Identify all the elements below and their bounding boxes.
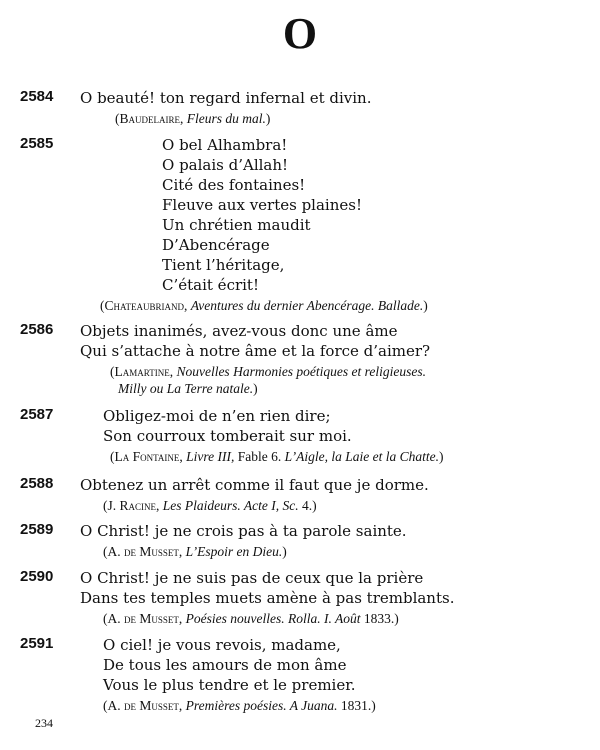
citation-work: Poésies nouvelles. Rolla. I. Août xyxy=(185,611,361,626)
quote-line: O ciel! je vous revois, madame, xyxy=(103,636,341,654)
citation xyxy=(110,363,426,380)
quote-line: O Christ! je ne crois pas à ta parole sainte. xyxy=(80,522,407,540)
citation-detail: 1833.) xyxy=(363,611,399,626)
citation xyxy=(100,297,428,314)
citation xyxy=(115,110,270,127)
citation xyxy=(103,543,287,560)
citation-work: Fleurs du mal. xyxy=(186,111,266,126)
citation-continued xyxy=(118,380,258,397)
entry-number: 2588 xyxy=(20,475,54,492)
quote-line: O bel Alhambra! xyxy=(162,136,288,154)
entry-number: 2591 xyxy=(20,635,54,652)
citation-author: (A. de Musset, xyxy=(103,698,183,713)
quote-line: Objets inanimés, avez-vous donc une âme xyxy=(80,322,398,340)
quote-line: Fleuve aux vertes plaines! xyxy=(162,196,362,214)
citation-work: Premières poésies. A Juana. xyxy=(185,698,338,713)
entry-number: 2584 xyxy=(20,88,54,105)
citation-close: ) xyxy=(282,544,287,559)
citation-work: Livre III, xyxy=(186,449,235,464)
section-letter: O xyxy=(282,9,318,58)
citation-work: L’Espoir en Dieu. xyxy=(185,544,283,559)
citation-work: Nouvelles Harmonies poétiques et religieuses. xyxy=(176,364,427,379)
quote-line: D’Abencérage xyxy=(162,236,270,254)
quote-line: Cité des fontaines! xyxy=(162,176,306,194)
citation xyxy=(110,448,444,465)
citation xyxy=(103,697,376,714)
quote-line: Un chrétien maudit xyxy=(162,216,311,234)
quote-line: Obligez-moi de n’en rien dire; xyxy=(103,407,331,425)
citation-author: (Chateaubriand, xyxy=(100,298,188,313)
quote-line: O palais d’Allah! xyxy=(162,156,289,174)
citation-author: (Baudelaire, xyxy=(115,111,184,126)
citation-close: ) xyxy=(439,449,444,464)
quote-line: Vous le plus tendre et le premier. xyxy=(103,676,356,694)
quote-line: Obtenez un arrêt comme il faut que je dorme. xyxy=(80,476,429,494)
citation-detail: 1831.) xyxy=(340,698,376,713)
entry-number: 2585 xyxy=(20,135,54,152)
citation-detail: 4.) xyxy=(302,498,317,513)
citation-work: L’Aigle, la Laie et la Chatte. xyxy=(284,449,440,464)
quote-line: Qui s’attache à notre âme et la force d’aimer? xyxy=(80,342,431,360)
citation-detail: Fable 6. xyxy=(237,449,282,464)
citation-author: (A. de Musset, xyxy=(103,544,183,559)
citation xyxy=(103,497,317,514)
quote-line: Dans tes temples muets amène à pas tremblants. xyxy=(80,589,455,607)
citation-author: (La Fontaine, xyxy=(110,449,183,464)
citation-close: ) xyxy=(423,298,428,313)
citation-author: (Lamartine, xyxy=(110,364,174,379)
entry-number: 2587 xyxy=(20,406,54,423)
entry-number: 2589 xyxy=(20,521,54,538)
citation-author: (J. Racine, xyxy=(103,498,160,513)
page-number: 234 xyxy=(35,716,53,730)
entry-number: 2586 xyxy=(20,321,54,338)
quote-line: De tous les amours de mon âme xyxy=(103,656,347,674)
citation-close: ) xyxy=(265,111,271,126)
citation-work: Milly ou La Terre natale. xyxy=(118,381,254,396)
citation-author: (A. de Musset, xyxy=(103,611,183,626)
quote-line: Tient l’héritage, xyxy=(162,256,285,274)
citation-work: Les Plaideurs. Acte I, Sc. xyxy=(162,498,299,513)
quote-line: Son courroux tomberait sur moi. xyxy=(103,427,352,445)
quote-line: O Christ! je ne suis pas de ceux que la prière xyxy=(80,569,424,587)
quote-line: C’était écrit! xyxy=(162,276,259,294)
citation-close: ) xyxy=(253,381,258,396)
quote-line: O beauté! ton regard infernal et divin. xyxy=(80,89,372,107)
citation-work: Aventures du dernier Abencérage. Ballade. xyxy=(190,298,424,313)
entry-number: 2590 xyxy=(20,568,54,585)
citation xyxy=(103,610,399,627)
